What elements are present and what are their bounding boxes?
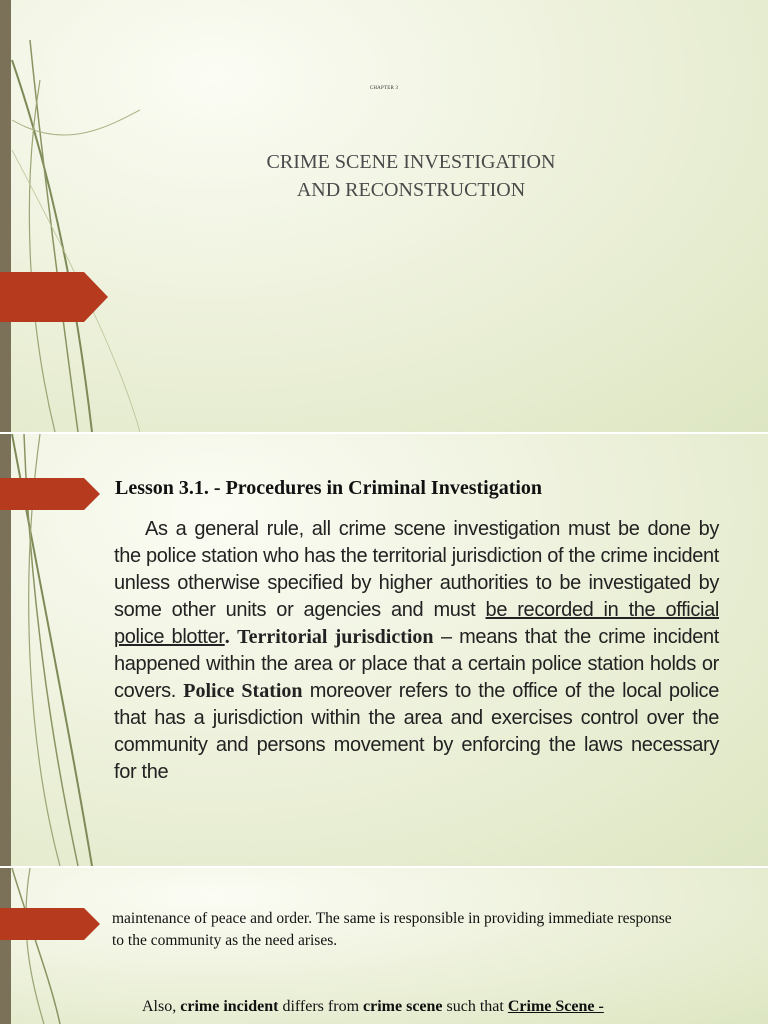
text-such-that: such that <box>442 998 508 1015</box>
chapter-label: CHAPTER 3 <box>369 86 399 91</box>
text-also: Also, <box>142 998 181 1015</box>
crime-scene-paragraph <box>142 998 604 1016</box>
term-crime-scene-definition: Crime Scene - <box>507 998 604 1015</box>
accent-arrow-tab <box>0 908 100 940</box>
title-line-2: AND RECONSTRUCTION <box>296 179 526 201</box>
continuation-paragraph: maintenance of peace and order. The same is responsible in providing immediate response to the community as the need arises. <box>112 910 672 949</box>
accent-arrow-tab <box>0 478 100 510</box>
term-police-station: Police Station <box>183 680 303 702</box>
para-underlined: be recorded in the official police blotter <box>114 599 720 648</box>
text-differs: differs from <box>278 998 364 1015</box>
term-territorial-jurisdiction: Territorial jurisdiction <box>237 626 434 648</box>
term-crime-scene: crime scene <box>363 998 443 1015</box>
lesson-title: Lesson 3.1. - Procedures in Criminal Investigation <box>115 477 543 499</box>
def-territorial-jurisdiction: – means that the crime incident happened within the area or place that a certain police station holds or covers. <box>114 626 719 702</box>
para-intro: As a general rule, all crime scene investigation must be done by the police station who has the territorial jurisdiction of the crime incident unless otherwise specified by higher authorities to be investigated by some other units or agencies and must <box>114 518 719 621</box>
slide-title-text <box>226 148 596 204</box>
para-period: . <box>224 626 230 648</box>
decorative-swoosh-icon <box>0 0 140 432</box>
slide-continuation <box>0 868 768 1024</box>
title-line-1: CRIME SCENE INVESTIGATION <box>266 151 556 173</box>
def-police-station: moreover refers to the office of the local police that has a jurisdiction within the area and exercises control over the community and persons movement by enforcing the laws necessary for the <box>114 680 719 783</box>
slide-title <box>0 0 768 432</box>
lesson-paragraph <box>114 516 719 786</box>
term-crime-incident: crime incident <box>180 998 279 1015</box>
